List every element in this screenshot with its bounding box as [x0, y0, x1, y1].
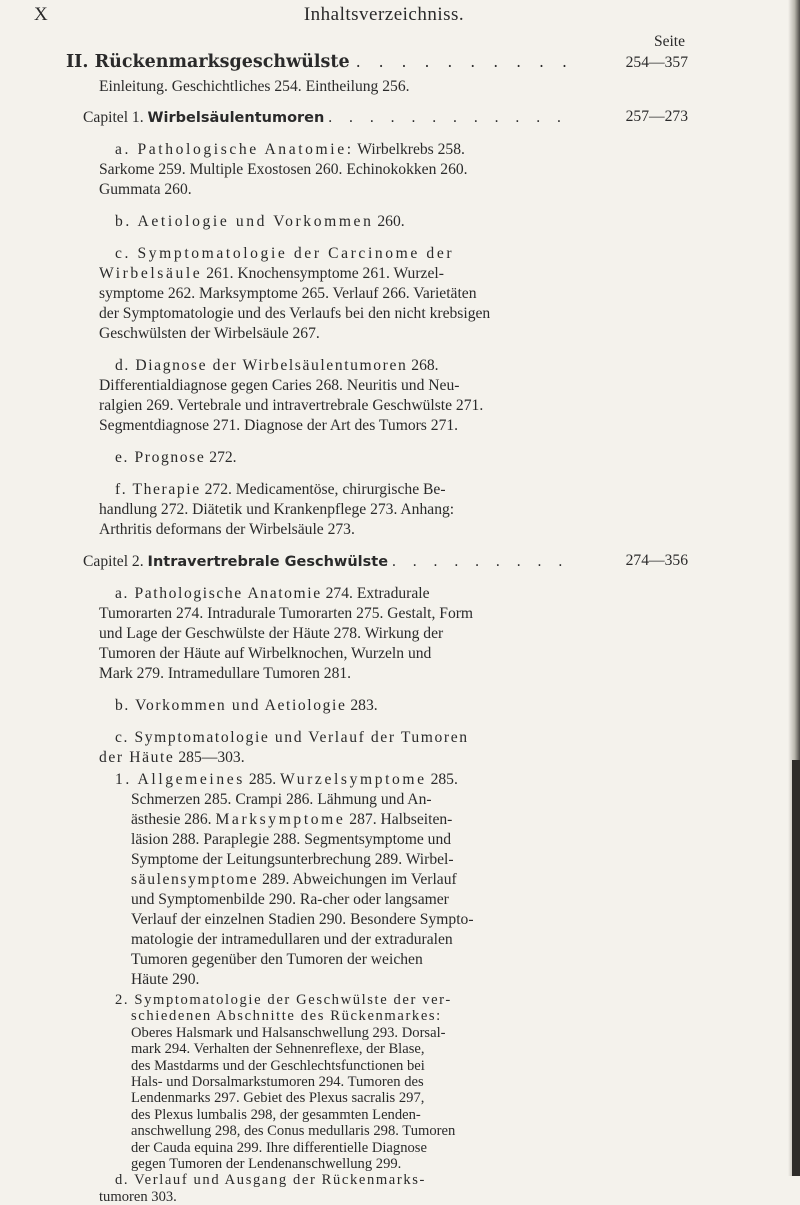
toc-line: Tumorarten 274. Intradurale Tumorarten 275. Gestalt, Form — [99, 605, 474, 622]
chapter-2-title: Intravertrebrale Geschwülste — [147, 554, 389, 570]
toc-line: symptome 262. Marksymptome 265. Verlauf 266. Varietäten — [99, 285, 477, 302]
toc-line: Differentialdiagnose gegen Caries 268. Neuritis und Neu- — [99, 377, 460, 394]
toc-line: ästhesie 286. Marksymptome 287. Halbseiten- — [131, 811, 453, 828]
toc-line: Lendenmarks 297. Gebiet des Plexus sacralis 297, — [131, 1090, 425, 1107]
toc-line: Schmerzen 285. Crampi 286. Lähmung und An- — [131, 791, 432, 808]
chapter-1-title: Wirbelsäulentumoren — [147, 110, 325, 126]
toc-line: mark 294. Verhalten der Sehnenreflexe, der Blase, — [131, 1041, 425, 1058]
chapter-2-heading — [83, 552, 569, 572]
toc-line: der Häute 285—303. — [99, 749, 245, 766]
page-edge-dark — [792, 760, 800, 1176]
section-dots: . . . . . . . . . . — [355, 53, 574, 71]
toc-line: der Symptomatologie und des Verlaufs bei den nicht krebsigen — [99, 305, 491, 322]
toc-entry-1e: e. Prognose 272. — [115, 449, 237, 466]
toc-line: matologie der intramedullaren und der extraduralen — [131, 931, 453, 948]
toc-line: anschwellung 298, des Conus medullaris 298. Tumoren — [131, 1123, 456, 1140]
toc-line: säulensymptome 289. Abweichungen im Verlauf — [131, 871, 457, 888]
toc-entry-2c: c. Symptomatologie und Verlauf der Tumoren — [115, 729, 469, 746]
toc-line: Oberes Halsmark und Halsanschwellung 293. Dorsal- — [131, 1024, 446, 1041]
chapter-1-range: 257—273 — [625, 108, 688, 125]
toc-line: Häute 290. — [131, 971, 200, 988]
chapter-2-dots: . . . . . . . . . — [391, 553, 569, 570]
running-header — [34, 4, 734, 30]
toc-line: des Mastdarms und der Geschlechtsfunctionen bei — [131, 1057, 425, 1074]
toc-line: läsion 288. Paraplegie 288. Segmentsymptome und — [131, 831, 452, 848]
toc-line: handlung 272. Diätetik und Krankenpflege 273. Anhang: — [99, 501, 455, 518]
toc-line: d. Verlauf und Ausgang der Rückenmarks- — [115, 1172, 426, 1189]
toc-line: Segmentdiagnose 271. Diagnose der Art des Tumors 271. — [99, 417, 459, 434]
toc-line: Arthritis deformans der Wirbelsäule 273. — [99, 521, 355, 538]
section-title: Rückenmarksgeschwülste — [94, 52, 350, 72]
toc-entry-2b: b. Vorkommen und Aetiologie 283. — [115, 697, 378, 714]
section-numeral: II. — [66, 52, 89, 72]
section-heading — [66, 52, 573, 72]
toc-line: Tumoren gegenüber den Tumoren der weichen — [131, 951, 423, 968]
toc-subentry-2: 2. Symptomatologie der Geschwülste der ver- — [115, 992, 452, 1008]
toc-line: Wirbelsäule 261. Knochensymptome 261. Wurzel- — [99, 265, 444, 282]
toc-entry-1b: b. Aetiologie und Vorkommen 260. — [115, 213, 405, 230]
toc-entry-1c: c. Symptomatologie der Carcinome der — [115, 245, 455, 262]
seite-label: Seite — [654, 33, 685, 50]
toc-entry-1f: f. Therapie 272. Medicamentöse, chirurgische Be- — [115, 481, 446, 498]
toc-line: Gummata 260. — [99, 181, 192, 198]
chapter-2-label: Capitel 2. — [83, 553, 144, 570]
header-title: Inhaltsverzeichniss. — [303, 4, 465, 25]
toc-line: Geschwülsten der Wirbelsäule 267. — [99, 325, 320, 342]
toc-entry-1a: a. Pathologische Anatomie: Wirbelkrebs 258. — [115, 141, 465, 158]
toc-line: Mark 279. Intramedullare Tumoren 281. — [99, 665, 352, 682]
toc-line: schiedenen Abschnitte des Rückenmarkes: — [131, 1008, 442, 1025]
toc-entry-2a: a. Pathologische Anatomie 274. Extradurale — [115, 585, 430, 602]
section-range: 254—357 — [625, 54, 688, 71]
toc-entry-1d: d. Diagnose der Wirbelsäulentumoren 268. — [115, 357, 439, 374]
toc-line: Sarkome 259. Multiple Exostosen 260. Echinokokken 260. — [99, 161, 468, 178]
chapter-1-heading — [83, 108, 567, 128]
page-number: X — [34, 4, 49, 25]
toc-subentry-1: 1. Allgemeines 285. Wurzelsymptome 285. — [115, 771, 458, 788]
toc-line: und Lage der Geschwülste der Häute 278. Wirkung der — [99, 625, 444, 642]
toc-line: Symptome der Leitungsunterbrechung 289. Wirbel- — [131, 851, 454, 868]
toc-line: Verlauf der einzelnen Stadien 290. Besondere Sympto- — [131, 911, 474, 928]
toc-line: und Symptomenbilde 290. Ra-cher oder langsamer — [131, 891, 449, 908]
chapter-1-label: Capitel 1. — [83, 109, 144, 126]
toc-line: des Plexus lumbalis 298, der gesammten Lenden- — [131, 1106, 421, 1123]
chapter-2-range: 274—356 — [625, 552, 688, 569]
toc-line: der Cauda equina 299. Ihre differentielle Diagnose — [131, 1139, 427, 1156]
toc-line: ralgien 269. Vertebrale und intravertrebrale Geschwülste 271. — [99, 397, 484, 414]
toc-line: tumoren 303. — [99, 1188, 177, 1205]
intro-line: Einleitung. Geschichtliches 254. Eintheilung 256. — [99, 78, 410, 95]
toc-line: Tumoren der Häute auf Wirbelknochen, Wurzeln und — [99, 645, 432, 662]
chapter-1-dots: . . . . . . . . . . . . — [328, 109, 568, 126]
toc-line: gegen Tumoren der Lendenanschwellung 299. — [131, 1156, 402, 1172]
toc-line: Hals- und Dorsalmarkstumoren 294. Tumoren des — [131, 1074, 424, 1090]
